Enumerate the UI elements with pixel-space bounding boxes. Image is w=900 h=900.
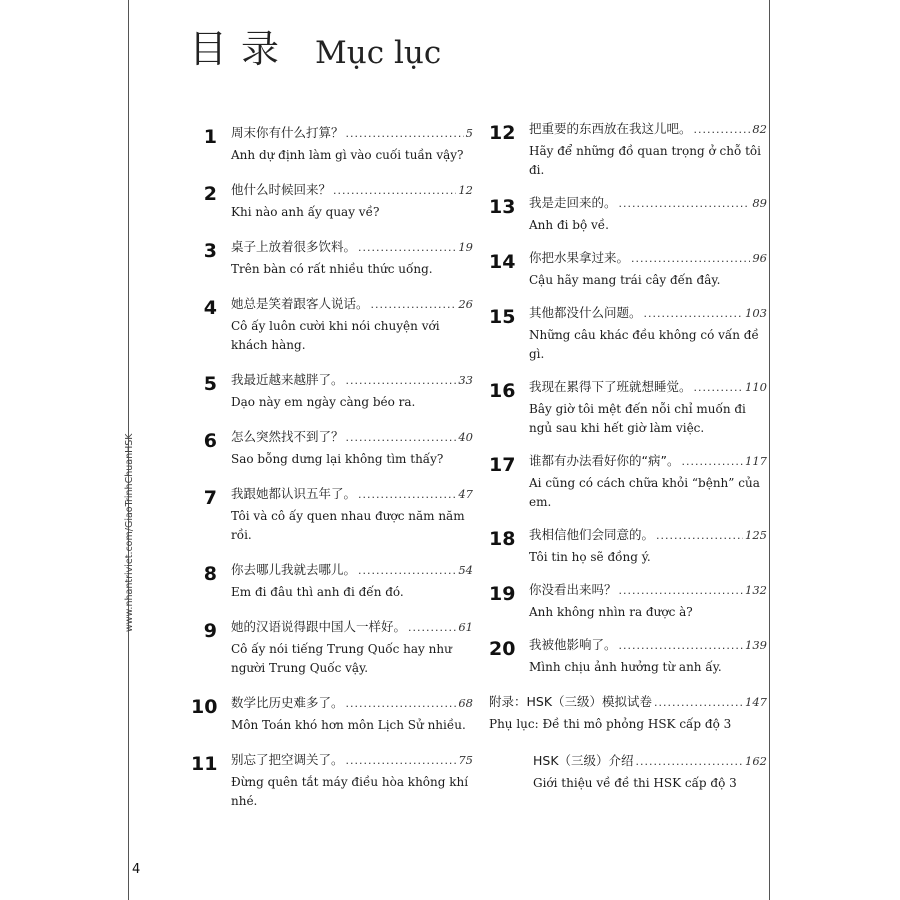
lesson-title-chinese: 我相信他们会同意的。 ..... 125 bbox=[529, 526, 767, 545]
page-ref: 68 bbox=[458, 696, 473, 710]
toc-entry[interactable] bbox=[191, 371, 473, 412]
lesson-number: 1 bbox=[203, 126, 217, 148]
toc-entry[interactable] bbox=[191, 618, 473, 678]
page-ref: 132 bbox=[745, 583, 767, 597]
leader-dots bbox=[619, 195, 751, 213]
page-ref: 89 bbox=[752, 196, 767, 210]
toc-entry[interactable] bbox=[191, 751, 473, 811]
lesson-title-chinese: 别忘了把空调关了。 ..... 75 bbox=[231, 751, 473, 770]
toc-entry[interactable] bbox=[489, 249, 767, 290]
leader-dots bbox=[656, 527, 743, 545]
lesson-title-chinese: 谁都有办法看好你的“病”。 ..... 117 bbox=[529, 452, 767, 471]
toc-entry[interactable] bbox=[489, 581, 767, 622]
lesson-title-vietnamese: Cô ấy luôn cười khi nói chuyện với khách hàng. bbox=[231, 319, 440, 352]
toc-entry[interactable] bbox=[489, 304, 767, 364]
page-ref: 75 bbox=[458, 753, 473, 767]
leader-dots bbox=[333, 182, 456, 200]
appendix-section[interactable] bbox=[489, 693, 767, 793]
lesson-title-chinese: 我最近越来越胖了。 ..... 33 bbox=[231, 371, 473, 390]
lesson-title-vietnamese: Môn Toán khó hơn môn Lịch Sử nhiều. bbox=[231, 718, 466, 732]
title-vietnamese: Mục lục bbox=[315, 35, 442, 71]
lesson-number: 20 bbox=[489, 638, 516, 660]
toc-entry[interactable] bbox=[489, 636, 767, 677]
lesson-title-chinese: 怎么突然找不到了？ ..... 40 bbox=[231, 428, 473, 447]
lesson-number: 7 bbox=[203, 487, 217, 509]
toc-right-column bbox=[489, 118, 767, 793]
lesson-title-vietnamese: Cậu hãy mang trái cây đến đây. bbox=[529, 273, 721, 287]
lesson-title-vietnamese: Sao bỗng dưng lại không tìm thấy? bbox=[231, 452, 444, 466]
leader-dots bbox=[636, 753, 744, 771]
toc-entry[interactable] bbox=[489, 526, 767, 567]
lesson-title-vietnamese: Tôi tin họ sẽ đồng ý. bbox=[529, 550, 651, 564]
leader-dots bbox=[358, 239, 456, 257]
toc-entry[interactable] bbox=[191, 694, 473, 735]
lesson-number: 6 bbox=[203, 430, 217, 452]
lesson-title-chinese: 你去哪儿我就去哪儿。 ..... 54 bbox=[231, 561, 473, 580]
lesson-title-vietnamese: Cô ấy nói tiếng Trung Quốc hay như người Trung Quốc vậy. bbox=[231, 642, 452, 675]
lesson-number: 11 bbox=[191, 753, 218, 775]
lesson-number: 17 bbox=[489, 454, 516, 476]
lesson-title-chinese: 你把水果拿过来。 ..... 96 bbox=[529, 249, 767, 268]
page-ref: 5 bbox=[465, 126, 473, 140]
lesson-title-chinese: 她总是笑着跟客人说话。 ..... 26 bbox=[231, 295, 473, 314]
page-ref: 103 bbox=[745, 306, 767, 320]
appendix-sub-entry[interactable] bbox=[489, 752, 767, 793]
lesson-number: 14 bbox=[489, 251, 516, 273]
toc-left-column bbox=[191, 118, 473, 811]
page-number: 4 bbox=[132, 862, 141, 877]
toc-entry[interactable] bbox=[489, 194, 767, 235]
leader-dots bbox=[346, 695, 457, 713]
lesson-number: 12 bbox=[489, 122, 516, 144]
lesson-number: 2 bbox=[203, 183, 217, 205]
lesson-number: 4 bbox=[203, 297, 217, 319]
lesson-title-vietnamese: Dạo này em ngày càng béo ra. bbox=[231, 395, 416, 409]
page-ref: 110 bbox=[745, 380, 767, 394]
page-ref: 33 bbox=[458, 373, 473, 387]
page-title bbox=[189, 18, 441, 73]
leader-dots bbox=[358, 562, 456, 580]
page-ref: 47 bbox=[458, 487, 473, 501]
toc-entry[interactable] bbox=[191, 428, 473, 469]
page-ref: 26 bbox=[458, 297, 473, 311]
page-ref: 147 bbox=[745, 695, 767, 709]
side-url-text: www.nhantriviet.com/GiaoTrinhChuanHSK bbox=[124, 433, 135, 632]
leader-dots bbox=[631, 250, 750, 268]
lesson-title-vietnamese: Tôi và cô ấy quen nhau được năm năm rồi. bbox=[231, 509, 465, 542]
lesson-title-chinese: 其他都没什么问题。 ..... 103 bbox=[529, 304, 767, 323]
lesson-number: 19 bbox=[489, 583, 516, 605]
lesson-title-vietnamese: Những câu khác đều không có vấn đề gì. bbox=[529, 328, 759, 361]
leader-dots bbox=[346, 125, 464, 143]
page-ref: 40 bbox=[458, 430, 473, 444]
leader-dots bbox=[654, 694, 743, 712]
toc-entry[interactable] bbox=[191, 124, 473, 165]
lesson-title-chinese: 数学比历史难多了。 ..... 68 bbox=[231, 694, 473, 713]
lesson-title-vietnamese: Anh đi bộ về. bbox=[529, 218, 609, 232]
leader-dots bbox=[346, 429, 457, 447]
toc-entry[interactable] bbox=[191, 238, 473, 279]
lesson-title-chinese: 他什么时候回来？ ..... 12 bbox=[231, 181, 473, 200]
lesson-title-chinese: 我是走回来的。 ..... 89 bbox=[529, 194, 767, 213]
lesson-title-chinese: 我现在累得下了班就想睡觉。 ..... 110 bbox=[529, 378, 767, 397]
leader-dots bbox=[694, 379, 744, 397]
leader-dots bbox=[619, 582, 744, 600]
page-ref: 139 bbox=[745, 638, 767, 652]
lesson-title-vietnamese: Mình chịu ảnh hưởng từ anh ấy. bbox=[529, 660, 722, 674]
page-ref: 162 bbox=[745, 754, 767, 768]
book-page bbox=[128, 0, 770, 900]
lesson-title-chinese: 我被他影响了。 ..... 139 bbox=[529, 636, 767, 655]
lesson-title-chinese: 你没看出来吗？ ..... 132 bbox=[529, 581, 767, 600]
lesson-title-vietnamese: Ai cũng có cách chữa khỏi “bệnh” của em. bbox=[529, 476, 760, 509]
page-ref: 82 bbox=[752, 122, 767, 136]
leader-dots bbox=[694, 121, 751, 139]
leader-dots bbox=[346, 752, 457, 770]
page-ref: 96 bbox=[752, 251, 767, 265]
page-ref: 61 bbox=[458, 620, 473, 634]
lesson-title-chinese: 周末你有什么打算？ ..... 5 bbox=[231, 124, 473, 143]
toc-entry[interactable] bbox=[191, 485, 473, 545]
leader-dots bbox=[408, 619, 456, 637]
leader-dots bbox=[681, 453, 743, 471]
lesson-title-vietnamese: Hãy để những đồ quan trọng ở chỗ tôi đi. bbox=[529, 144, 761, 177]
lesson-title-vietnamese: Anh không nhìn ra được à? bbox=[529, 605, 693, 619]
leader-dots bbox=[346, 372, 457, 390]
toc-entry[interactable] bbox=[489, 378, 767, 438]
lesson-title-vietnamese: Trên bàn có rất nhiều thức uống. bbox=[231, 262, 433, 276]
title-chinese: 目录 bbox=[189, 27, 294, 71]
lesson-number: 13 bbox=[489, 196, 516, 218]
lesson-title-vietnamese: Đừng quên tắt máy điều hòa không khí nhé. bbox=[231, 775, 469, 808]
lesson-title-chinese: 我跟她都认识五年了。 ..... 47 bbox=[231, 485, 473, 504]
lesson-title-vietnamese: Anh dự định làm gì vào cuối tuần vậy? bbox=[231, 148, 464, 162]
toc-entry[interactable] bbox=[191, 561, 473, 602]
lesson-title-chinese: 桌子上放着很多饮料。 ..... 19 bbox=[231, 238, 473, 257]
page-ref: 19 bbox=[458, 240, 473, 254]
lesson-number: 9 bbox=[203, 620, 217, 642]
appendix-title-chinese: 附录：HSK（三级）模拟试卷 ..... 147 bbox=[489, 693, 767, 712]
lesson-title-vietnamese: Em đi đâu thì anh đi đến đó. bbox=[231, 585, 404, 599]
page-ref: 125 bbox=[745, 528, 767, 542]
appendix-sub-title-chinese: HSK（三级）介绍 ..... 162 bbox=[533, 752, 767, 771]
lesson-title-chinese: 她的汉语说得跟中国人一样好。 ..... 61 bbox=[231, 618, 473, 637]
lesson-title-vietnamese: Khi nào anh ấy quay về? bbox=[231, 205, 380, 219]
lesson-number: 16 bbox=[489, 380, 516, 402]
lesson-number: 10 bbox=[191, 696, 218, 718]
toc-entry[interactable] bbox=[191, 295, 473, 355]
page-ref: 54 bbox=[458, 563, 473, 577]
lesson-number: 3 bbox=[203, 240, 217, 262]
toc-entry[interactable] bbox=[191, 181, 473, 222]
page-ref: 117 bbox=[745, 454, 767, 468]
lesson-title-chinese: 把重要的东西放在我这儿吧。 ..... 82 bbox=[529, 120, 767, 139]
leader-dots bbox=[358, 486, 456, 504]
page-ref: 12 bbox=[458, 183, 473, 197]
appendix-sub-title-vietnamese: Giới thiệu về đề thi HSK cấp độ 3 bbox=[533, 776, 737, 790]
lesson-number: 15 bbox=[489, 306, 516, 328]
lesson-number: 5 bbox=[203, 373, 217, 395]
toc-entry[interactable] bbox=[489, 452, 767, 512]
lesson-title-vietnamese: Bây giờ tôi mệt đến nỗi chỉ muốn đi ngủ sau khi hết giờ làm việc. bbox=[529, 402, 746, 435]
appendix-title-vietnamese: Phụ lục: Đề thi mô phỏng HSK cấp độ 3 bbox=[489, 717, 732, 731]
lesson-number: 8 bbox=[203, 563, 217, 585]
lesson-number: 18 bbox=[489, 528, 516, 550]
leader-dots bbox=[371, 296, 457, 314]
leader-dots bbox=[619, 637, 744, 655]
toc-entry[interactable] bbox=[489, 120, 767, 180]
leader-dots bbox=[644, 305, 744, 323]
